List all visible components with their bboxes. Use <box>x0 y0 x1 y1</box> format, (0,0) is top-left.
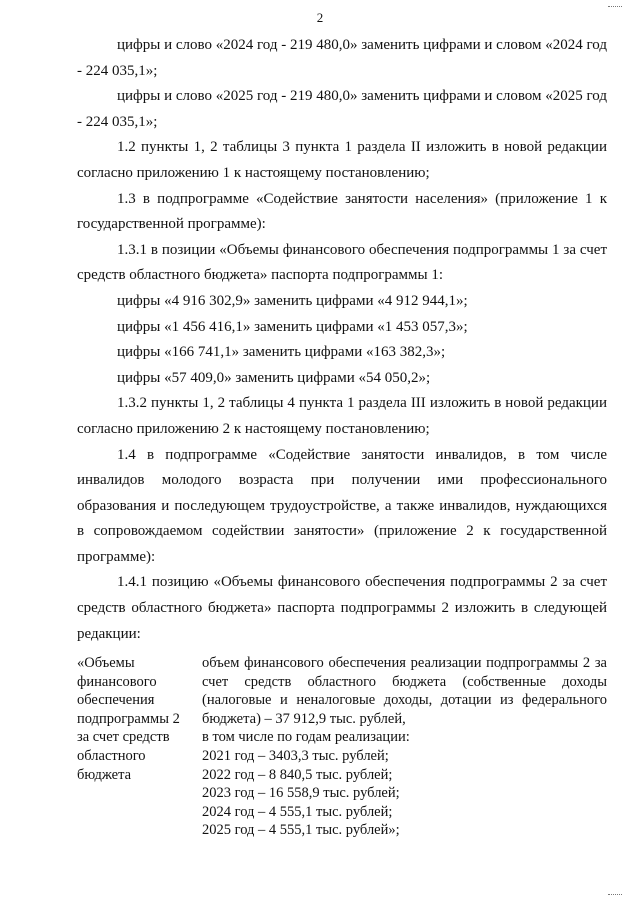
passport-label-line: обеспечения <box>77 692 155 709</box>
passport-years-intro: в том числе по годам реализации: <box>202 729 410 746</box>
passport-year-line: 2024 год – 4 555,1 тыс. рублей; <box>202 803 393 820</box>
page-number: 2 <box>316 10 324 25</box>
passport-label-line: «Объемы <box>77 655 135 671</box>
paragraph: 1.3 в подпрограмме «Содействие занятости населения» (приложение 1 к государственной программе): <box>77 190 607 233</box>
paragraph: цифры «166 741,1» заменить цифрами «163 382,3»; <box>117 344 446 361</box>
paragraph: цифры «57 409,0» заменить цифрами «54 050,2»; <box>117 369 431 386</box>
paragraph: 1.3.2 пункты 1, 2 таблицы 4 пункта 1 раздела III изложить в новой редакции согласно приложению 2 к настоящему постановлению; <box>77 395 607 437</box>
passport-value <box>202 654 607 840</box>
passport-table <box>77 654 607 840</box>
passport-year-line: 2022 год – 8 840,5 тыс. рублей; <box>202 766 393 783</box>
scan-mark-bottom <box>608 894 622 897</box>
paragraph: 1.3.1 в позиции «Объемы финансового обеспечения подпрограммы 1 за счет средств областного бюджета» паспорта подпрограммы 1: <box>77 241 607 284</box>
paragraph: 1.4.1 позицию «Объемы финансового обеспечения подпрограммы 2 за счет средств областного бюджета» паспорта подпрограммы 2 изложить в следующей редакции: <box>77 574 607 642</box>
passport-label-line: финансового <box>77 673 157 690</box>
passport-year-line: 2025 год – 4 555,1 тыс. рублей»; <box>202 822 400 839</box>
passport-label <box>77 654 202 840</box>
paragraph: цифры «4 916 302,9» заменить цифрами «4 912 944,1»; <box>117 292 468 309</box>
scan-mark-top <box>608 6 622 9</box>
paragraph: цифры «1 456 416,1» заменить цифрами «1 453 057,3»; <box>117 318 468 335</box>
passport-label-line: подпрограммы 2 <box>77 710 180 727</box>
passport-year-line: 2023 год – 16 558,9 тыс. рублей; <box>202 785 400 802</box>
passport-intro: объем финансового обеспечения реализации подпрограммы 2 за счет средств областного бюджета (собственные доходы (налоговые и неналоговые доходы, дотации из федерального бюджета) – 37 912,9 тыс. рублей, <box>202 655 607 727</box>
paragraph: цифры и слово «2025 год - 219 480,0» заменить цифрами и словом «2025 год - 224 035,1»; <box>77 88 607 130</box>
passport-label-line: бюджета <box>77 766 132 783</box>
document-body <box>77 33 607 647</box>
paragraph: 1.4 в подпрограмме «Содействие занятости инвалидов, в том числе инвалидов молодого возраста при получении ими профессионального образования и последующем трудоустройстве, а также инвалидов, нуждающихся в сопровождаемом содействии занятости» (приложение 2 к государственной программе): <box>77 446 607 565</box>
paragraph: цифры и слово «2024 год - 219 480,0» заменить цифрами и словом «2024 год - 224 035,1»; <box>77 37 607 79</box>
passport-year-line: 2021 год – 3403,3 тыс. рублей; <box>202 747 389 764</box>
passport-label-line: областного <box>77 747 146 764</box>
paragraph: 1.2 пункты 1, 2 таблицы 3 пункта 1 раздела II изложить в новой редакции согласно приложению 1 к настоящему постановлению; <box>77 139 607 181</box>
passport-label-line: за счет средств <box>77 729 170 746</box>
